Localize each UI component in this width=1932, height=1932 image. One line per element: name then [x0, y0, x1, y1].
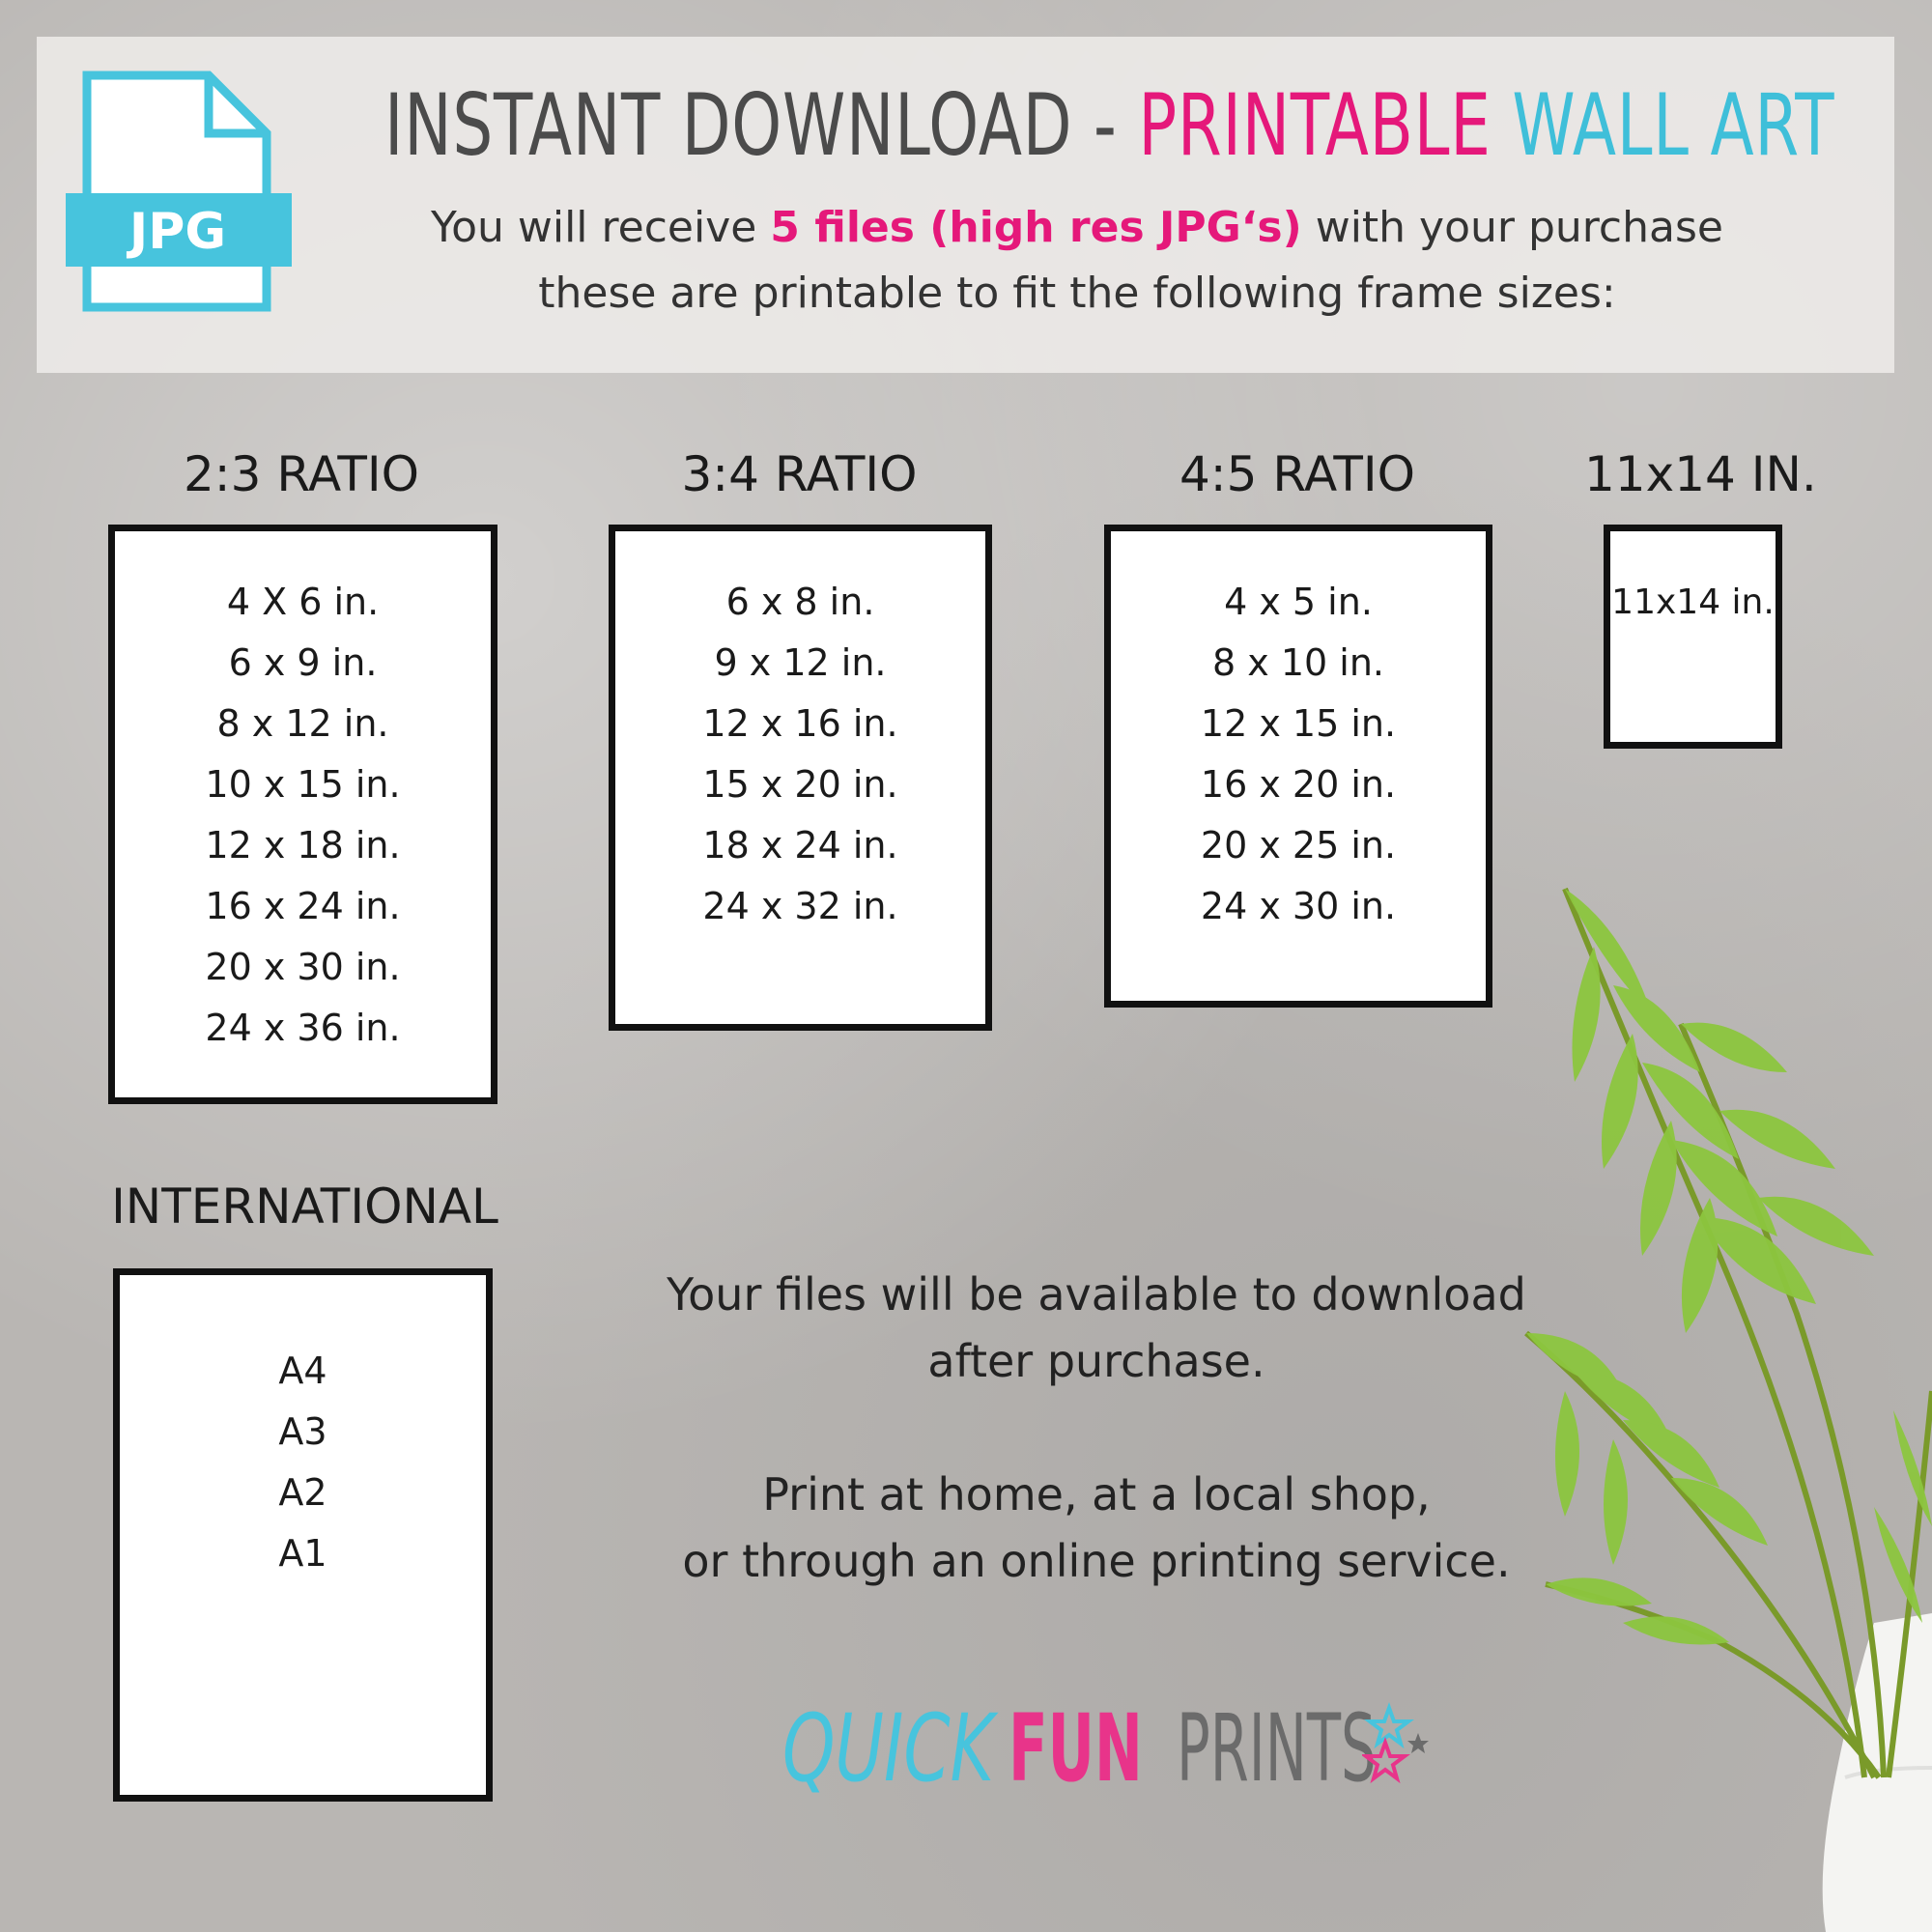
frame-2-3 [108, 525, 497, 1104]
international-title: INTERNATIONAL [111, 1179, 498, 1235]
ratio-3-4-title: 3:4 RATIO [681, 446, 918, 502]
size-item: 10 x 15 in. [205, 763, 401, 806]
logo-quick: QUICK [782, 1694, 994, 1803]
print-info [522, 1462, 1671, 1595]
logo-prints: PRINTS [1177, 1694, 1377, 1803]
info-line-1: Your files will be available to download [667, 1268, 1526, 1321]
frame-3-4 [609, 525, 992, 1031]
ratio-4-5-title: 4:5 RATIO [1179, 446, 1416, 502]
frame-international [113, 1268, 493, 1802]
subtitle-post: with your purchase [1301, 203, 1723, 252]
ratio-2-3-title: 2:3 RATIO [183, 446, 420, 502]
size-item: 4 x 5 in. [1224, 581, 1373, 623]
size-item: 9 x 12 in. [714, 641, 887, 684]
size-item: 12 x 16 in. [702, 702, 898, 745]
size-list-4-5 [1111, 531, 1486, 937]
size-11x14-title: 11x14 IN. [1584, 446, 1817, 502]
file-badge-text: JPG [128, 203, 227, 261]
subtitle-pre: You will receive [431, 203, 771, 252]
page-title [384, 77, 1834, 174]
download-info [522, 1262, 1671, 1395]
size-item: 8 x 10 in. [1212, 641, 1384, 684]
stars-icon [1362, 1702, 1439, 1789]
size-item: 8 x 12 in. [216, 702, 389, 745]
subtitle-line-1 [367, 203, 1787, 252]
size-list-international [120, 1275, 486, 1584]
size-item: 20 x 30 in. [205, 946, 401, 988]
size-item: A4 [278, 1350, 327, 1392]
jpg-file-icon [64, 70, 296, 317]
info-line-2: after purchase. [927, 1335, 1265, 1387]
frame-4-5 [1104, 525, 1492, 1008]
size-item: 20 x 25 in. [1200, 824, 1397, 867]
size-item: 6 x 8 in. [725, 581, 875, 623]
title-part-1: INSTANT DOWNLOAD - [384, 75, 1139, 175]
size-item: A1 [278, 1532, 327, 1575]
size-item: 16 x 24 in. [205, 885, 401, 927]
size-item: 15 x 20 in. [702, 763, 898, 806]
subtitle-line-2: these are printable to fit the following frame sizes: [538, 269, 1616, 318]
subtitle-highlight: 5 files (high res JPG‘s) [770, 203, 1302, 252]
size-item: 11x14 in. [1611, 582, 1775, 622]
size-item: 16 x 20 in. [1200, 763, 1397, 806]
size-list-3-4 [615, 531, 985, 937]
frame-11x14 [1604, 525, 1782, 749]
size-item: A2 [278, 1471, 327, 1514]
size-item: 6 x 9 in. [228, 641, 378, 684]
size-item: 12 x 18 in. [205, 824, 401, 867]
size-list-11x14 [1610, 531, 1776, 633]
info-line-3: Print at home, at a local shop, [762, 1468, 1431, 1520]
size-item: 24 x 30 in. [1200, 885, 1397, 927]
size-item: 4 X 6 in. [226, 581, 380, 623]
size-item: 24 x 36 in. [205, 1007, 401, 1049]
size-list-2-3 [115, 531, 491, 1059]
size-item: 18 x 24 in. [702, 824, 898, 867]
title-part-2: PRINTABLE [1138, 75, 1492, 175]
size-item: 24 x 32 in. [702, 885, 898, 927]
size-item: 12 x 15 in. [1200, 702, 1397, 745]
logo-fun: FUN [1009, 1694, 1143, 1803]
size-item: A3 [278, 1410, 327, 1453]
plant-decoration [1507, 850, 1932, 1932]
info-line-4: or through an online printing service. [682, 1535, 1511, 1587]
title-part-3: WALL ART [1491, 75, 1835, 175]
